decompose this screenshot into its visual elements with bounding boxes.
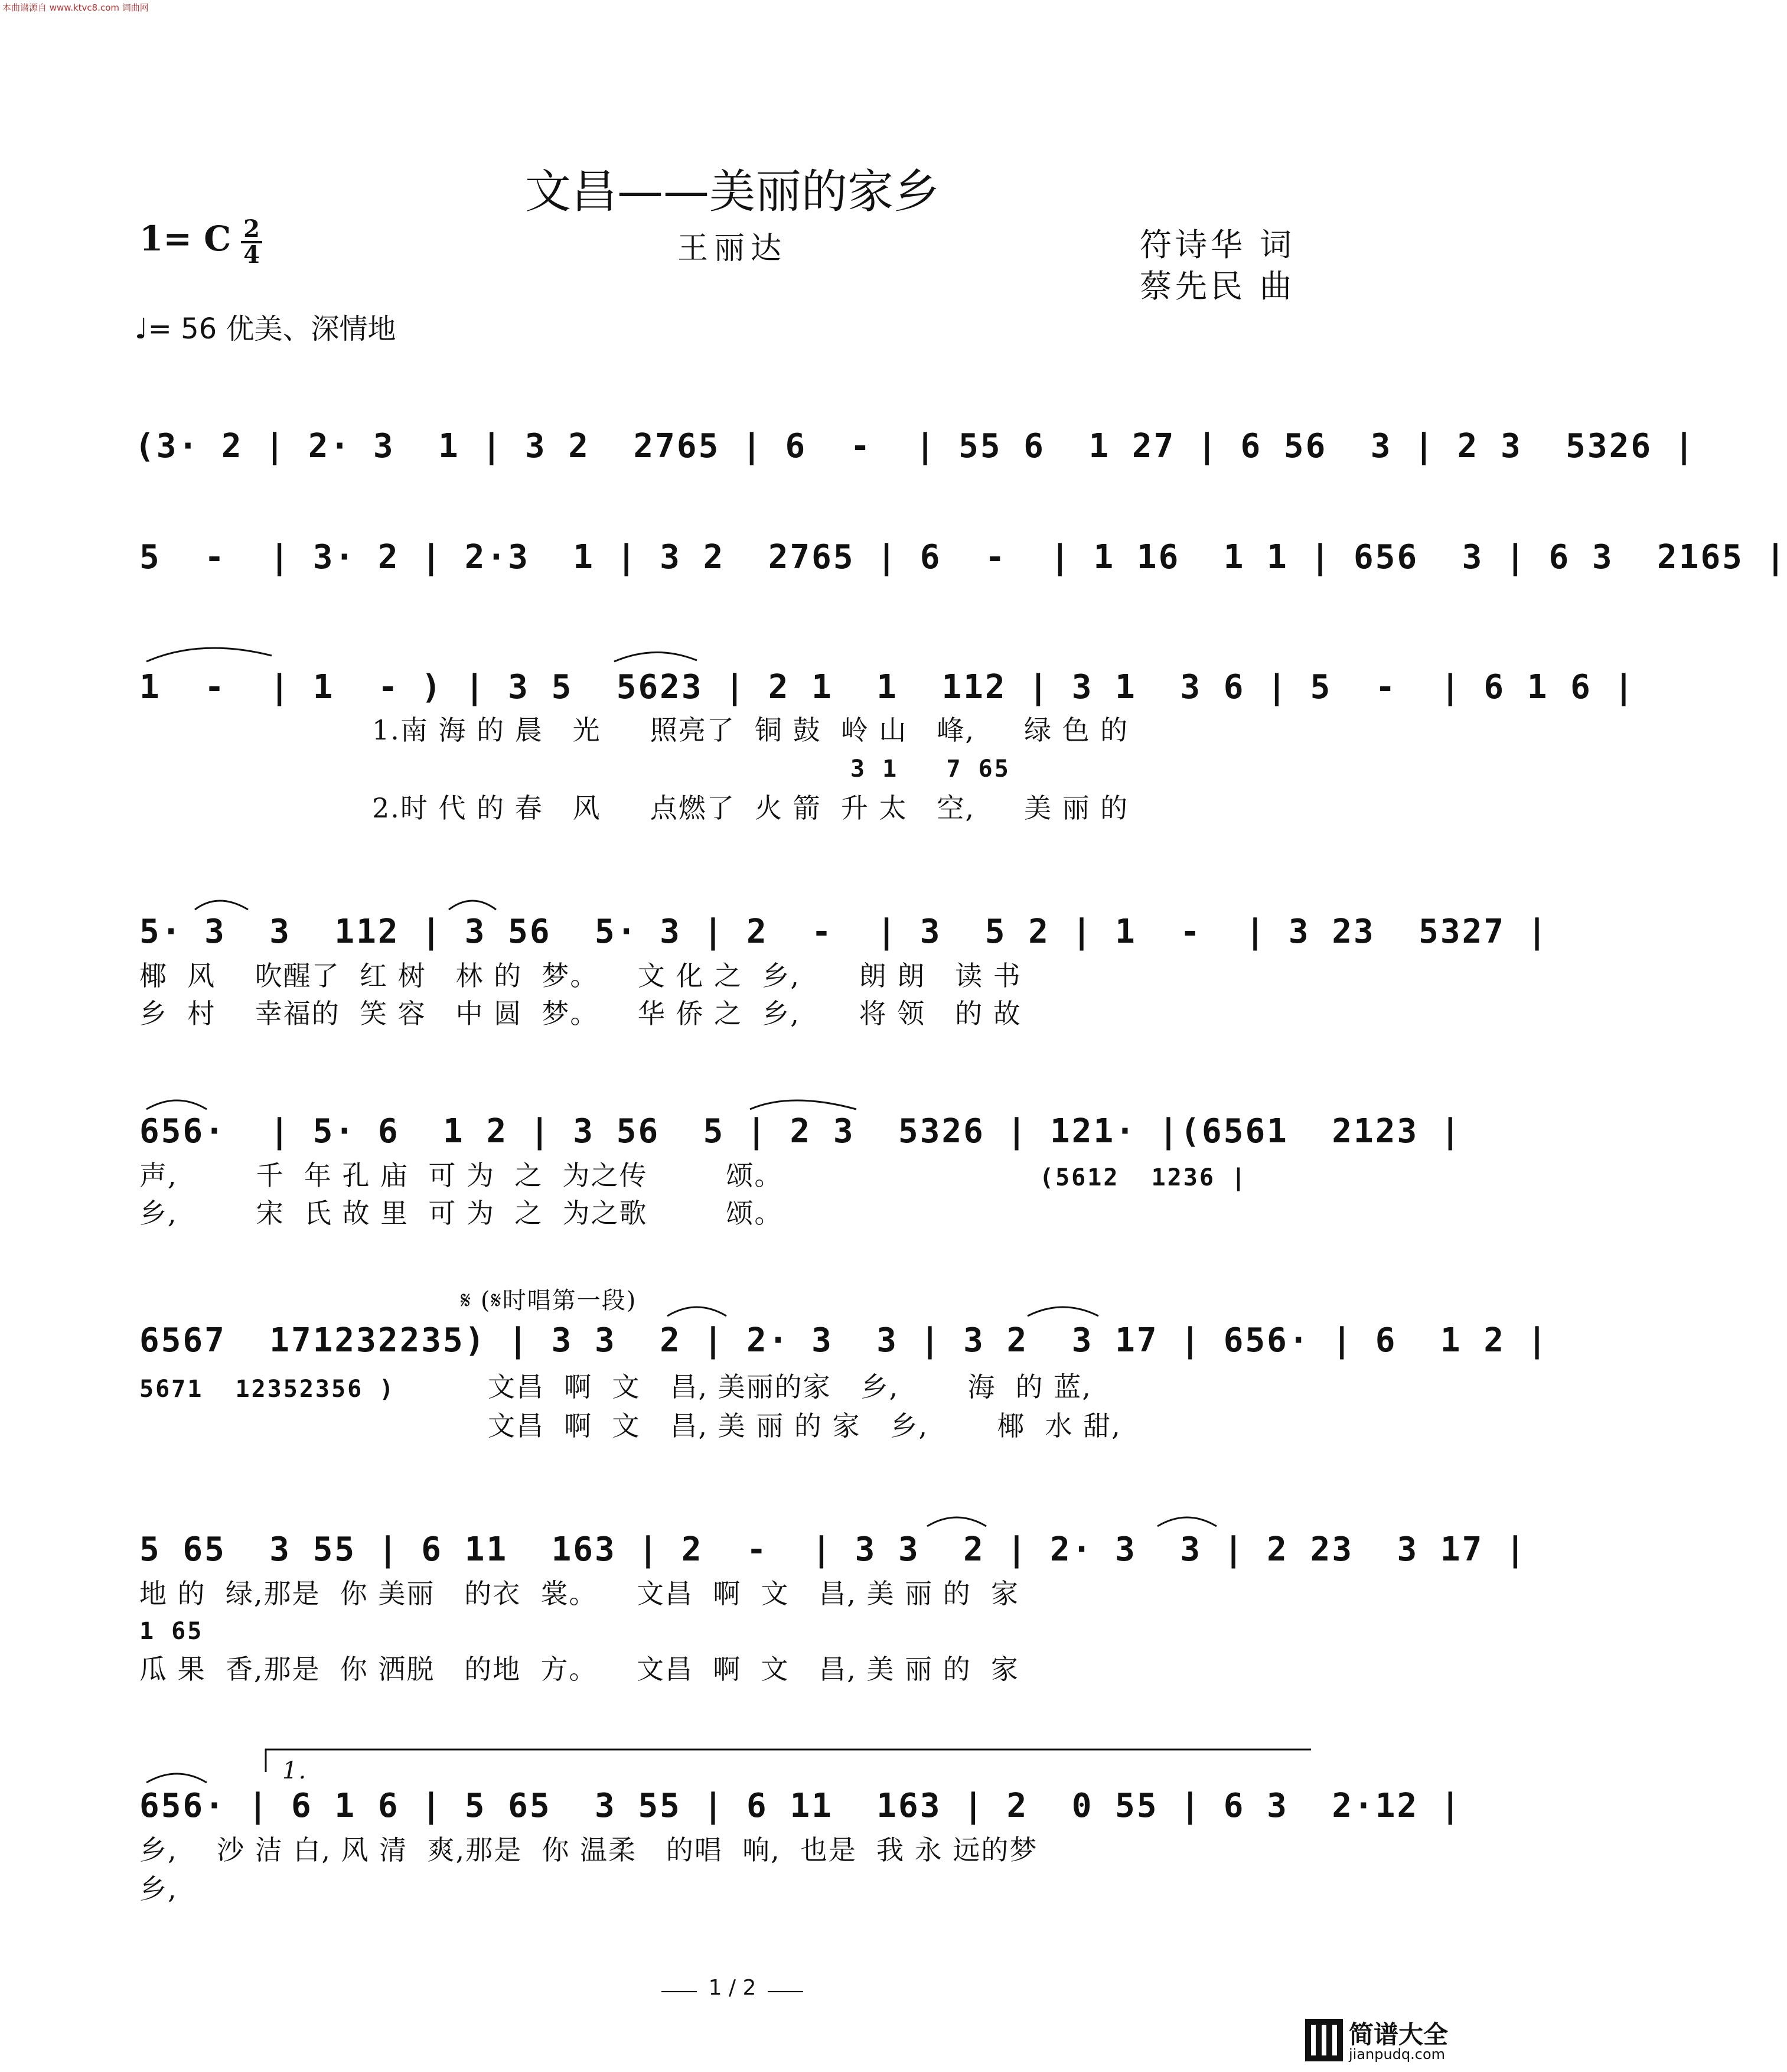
lyrics-row-3-verse-2: 2.时 代 的 春 风 点燃了 火 箭 升 太 空, 美 丽 的 xyxy=(372,792,1129,824)
tempo-text: = 56 优美、深情地 xyxy=(148,312,396,346)
score-row-2: 5 - | 3· 2 | 2·3 1 | 3 2 2765 | 6 - | 1 16 1 1 | 656 3 | 6 3 2165 | xyxy=(139,538,1787,576)
slur-mark xyxy=(750,1100,856,1109)
score-row-7-alt: 1 65 xyxy=(139,1618,204,1645)
lyrics-row-6-verse-1: 文昌 啊 文 昌, 美丽的家 乡, 海 的 蓝, xyxy=(488,1371,1092,1403)
score-row-1: (3· 2 | 2· 3 1 | 3 2 2765 | 6 - | 55 6 1 27 | 6 56 3 | 2 3 5326 | xyxy=(135,427,1696,465)
page-number: 1 / 2 xyxy=(708,1976,756,2000)
slur-mark xyxy=(146,648,272,662)
slur-mark xyxy=(927,1517,986,1526)
lyricist-credit: 符诗华 词 xyxy=(1140,226,1296,263)
lyrics-row-7-verse-2: 瓜 果 香,那是 你 洒脱 的地 方。 文昌 啊 文 昌, 美 丽 的 家 xyxy=(139,1653,1020,1685)
segno-marking: 𝄋 (𝄋时唱第一段) xyxy=(461,1287,637,1314)
volta-label: 1. xyxy=(282,1757,308,1784)
score-row-8: 656· | 6 1 6 | 5 65 3 55 | 6 11 163 | 2 0 55 | 6 3 2·12 | xyxy=(139,1787,1462,1825)
score-row-5: 656· | 5· 6 1 2 | 3 56 5 | 2 3 5326 | 121· |(6561 2123 | xyxy=(139,1112,1462,1151)
score-row-5-alt: (5612 1236 | xyxy=(1039,1164,1248,1191)
lyrics-row-4-verse-2: 乡 村 幸福的 笑 容 中 圆 梦。 华 侨 之 乡, 将 领 的 故 xyxy=(139,998,1022,1030)
site-logo-url: jianpudq.com xyxy=(1349,2046,1446,2063)
slur-mark xyxy=(1157,1517,1217,1526)
score-row-6-alt: 5671 12352356 ) xyxy=(139,1376,396,1403)
slur-mark xyxy=(449,901,496,910)
lyrics-row-3-verse-1: 1.南 海 的 晨 光 照亮了 铜 鼓 岭 山 峰, 绿 色 的 xyxy=(372,714,1129,746)
site-logo xyxy=(1305,2014,1460,2067)
quarter-note-icon: ♩ xyxy=(135,312,148,346)
lyrics-row-8-verse-2: 乡, xyxy=(139,1873,178,1905)
lyrics-row-8-verse-1: 乡, 沙 洁 白, 风 清 爽,那是 你 温柔 的唱 响, 也是 我 永 远的梦 xyxy=(139,1834,1038,1866)
lyrics-row-5-verse-2: 乡, 宋 氏 故 里 可 为 之 为之歌 颂。 xyxy=(139,1197,783,1229)
slur-mark xyxy=(614,652,697,662)
key-signature: 1= C xyxy=(139,219,231,259)
lyrics-row-5-verse-1: 声, 千 年 孔 庙 可 为 之 为之传 颂。 xyxy=(139,1159,783,1191)
score-row-4: 5· 3 3 112 | 3 56 5· 3 | 2 - | 3 5 2 | 1 - | 3 23 5327 | xyxy=(139,913,1549,951)
score-row-3: 1 - | 1 - ) | 3 5 5623 | 2 1 1 112 | 3 1 3 6 | 5 - | 6 1 6 | xyxy=(139,668,1636,706)
slur-mark xyxy=(146,1774,207,1783)
time-signature-bottom: 4 xyxy=(243,241,260,269)
lyrics-row-4-verse-1: 椰 风 吹醒了 红 树 林 的 梦。 文 化 之 乡, 朗 朗 读 书 xyxy=(139,960,1022,992)
score-row-3-alt: 3 1 7 65 xyxy=(850,755,1010,783)
slur-mark xyxy=(146,1100,207,1109)
time-signature-top: 2 xyxy=(243,215,260,243)
site-logo-name: 简谱大全 xyxy=(1349,2020,1449,2049)
lyrics-row-6-verse-2: 文昌 啊 文 昌, 美 丽 的 家 乡, 椰 水 甜, xyxy=(488,1410,1121,1442)
score-row-7: 5 65 3 55 | 6 11 163 | 2 - | 3 3 2 | 2· 3 3 | 2 23 3 17 | xyxy=(139,1530,1527,1569)
slur-mark xyxy=(1028,1307,1098,1316)
singer-name: 王丽达 xyxy=(677,231,787,266)
slur-mark xyxy=(195,901,248,910)
lyrics-row-7-verse-1: 地 的 绿,那是 你 美丽 的衣 裳。 文昌 啊 文 昌, 美 丽 的 家 xyxy=(139,1578,1020,1610)
slur-mark xyxy=(667,1307,726,1316)
header-source-note: 本曲谱源自 www.ktvc8.com 词曲网 xyxy=(2,2,149,13)
score-row-6: 6567 171232235) | 3 3 2 | 2· 3 3 | 3 2 3 17 | 656· | 6 1 2 | xyxy=(139,1321,1549,1360)
page-title: 文昌——美丽的家乡 xyxy=(524,165,940,219)
volta-bracket xyxy=(266,1750,1311,1772)
piano-keys-icon xyxy=(1305,2019,1343,2061)
composer-credit: 蔡先民 曲 xyxy=(1140,268,1296,305)
